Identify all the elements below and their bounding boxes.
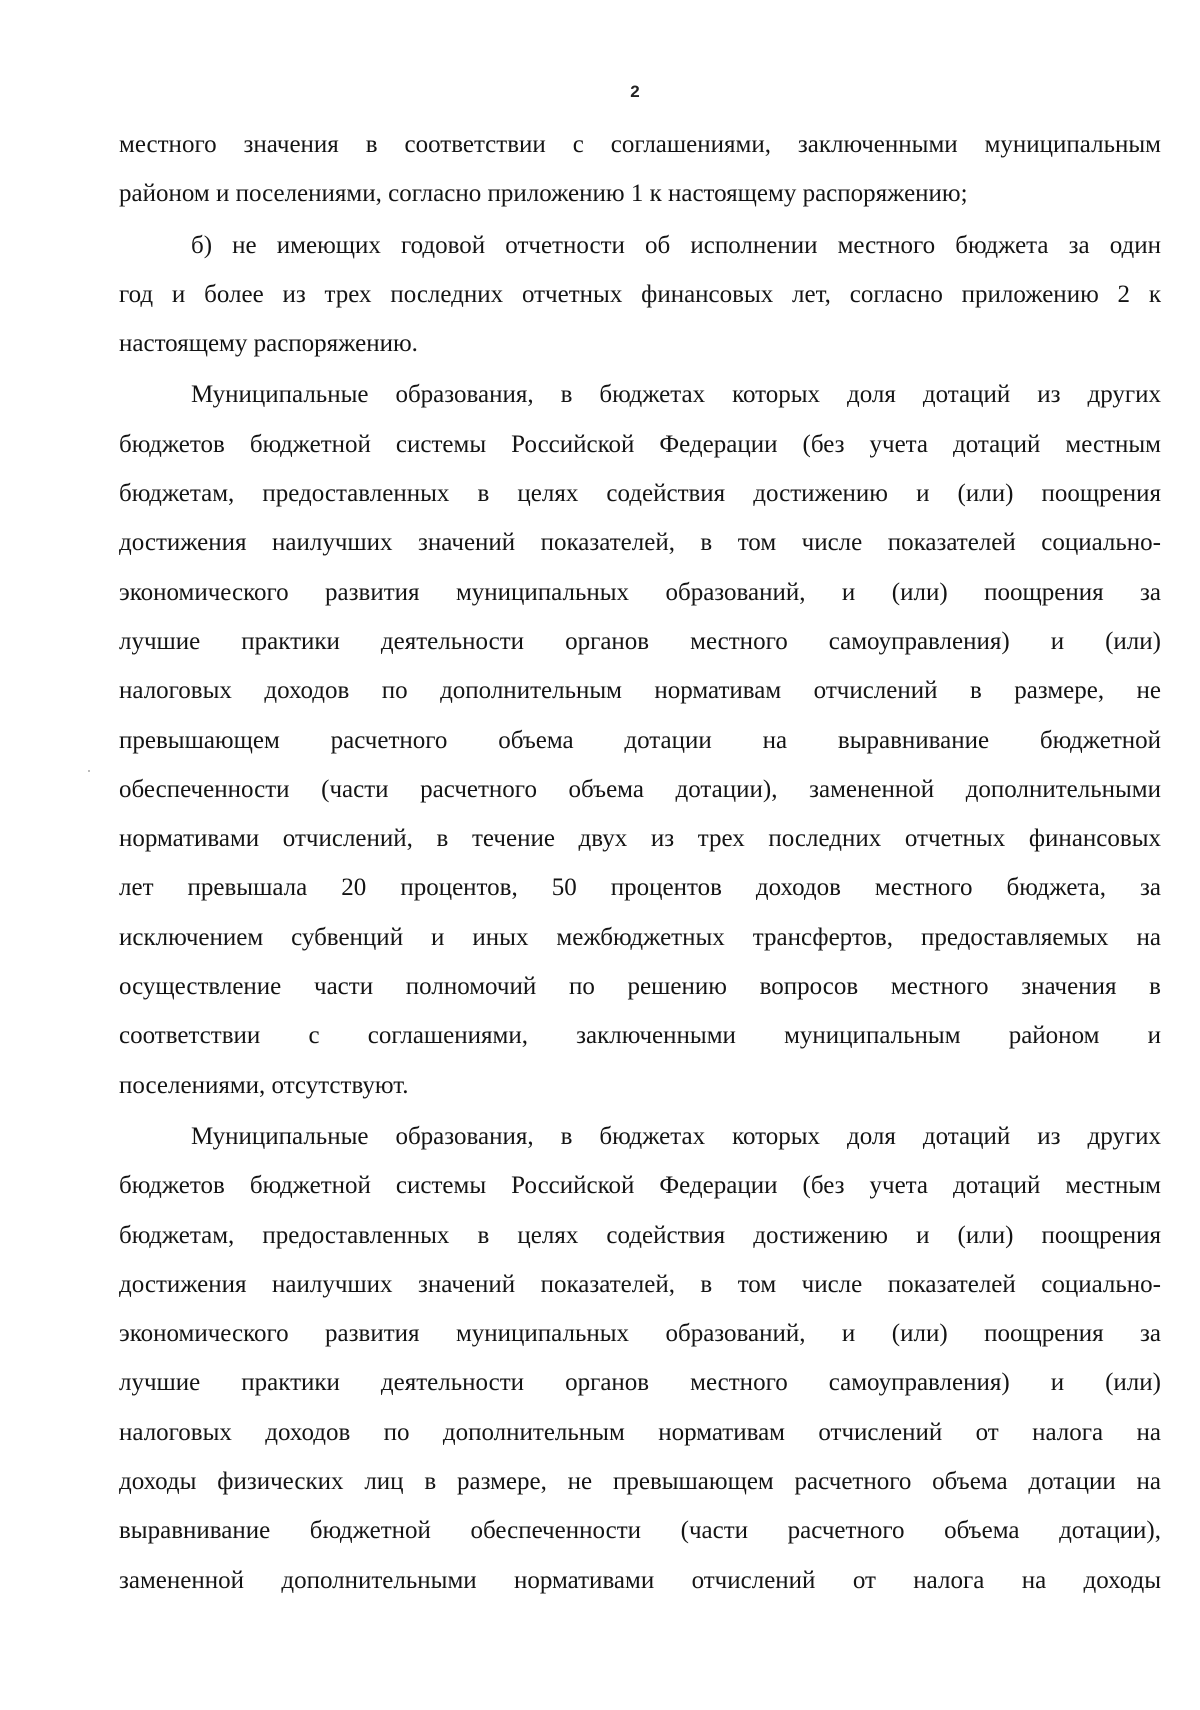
text-line: экономического развития муниципальных образований, и (или) поощрения за — [119, 1320, 1161, 1348]
text-line: выравнивание бюджетной обеспеченности (части расчетного объема дотации), — [119, 1517, 1161, 1545]
text-line: обеспеченности (части расчетного объема дотации), замененной дополнительными — [119, 775, 1161, 803]
text-line: превышающем расчетного объема дотации на выравнивание бюджетной — [119, 726, 1161, 754]
text-line: Муниципальные образования, в бюджетах которых доля дотаций из других — [191, 1122, 1161, 1150]
text-line: поселениями, отсутствуют. — [119, 1071, 409, 1099]
text-line: Муниципальные образования, в бюджетах которых доля дотаций из других — [191, 381, 1161, 409]
text-line: бюджетов бюджетной системы Российской Федерации (без учета дотаций местным — [119, 1172, 1161, 1200]
text-line: бюджетам, предоставленных в целях содействия достижению и (или) поощрения — [119, 480, 1161, 508]
text-line: нормативами отчислений, в течение двух из трех последних отчетных финансовых — [119, 825, 1161, 853]
text-line: лет превышала 20 процентов, 50 процентов доходов местного бюджета, за — [119, 874, 1161, 902]
text-line: б) не имеющих годовой отчетности об исполнении местного бюджета за один — [191, 231, 1161, 259]
paragraph-continuation — [119, 120, 1161, 219]
paragraph-municipal-1 — [119, 370, 1161, 1109]
text-line: лучшие практики деятельности органов местного самоуправления) и (или) — [119, 627, 1161, 655]
text-line: исключением субвенций и иных межбюджетных трансфертов, предоставляемых на — [119, 923, 1161, 951]
paragraph-municipal-2 — [119, 1112, 1161, 1605]
scan-speck — [88, 770, 90, 772]
text-line: год и более из трех последних отчетных финансовых лет, согласно приложению 2 к — [119, 280, 1161, 308]
text-line: осуществление части полномочий по решению вопросов местного значения в — [119, 973, 1161, 1001]
paragraph-item-b — [119, 221, 1161, 369]
text-line: настоящему распоряжению. — [119, 330, 418, 358]
document-body — [119, 120, 1161, 1605]
page-number: 2 — [630, 82, 640, 101]
text-line: достижения наилучших значений показателей, в том числе показателей социально- — [119, 529, 1161, 557]
text-line: замененной дополнительными нормативами отчислений от налога на доходы — [119, 1566, 1161, 1594]
text-line: местного значения в соответствии с соглашениями, заключенными муниципальным — [119, 131, 1161, 158]
text-line: достижения наилучших значений показателей, в том числе показателей социально- — [119, 1270, 1161, 1298]
text-line: экономического развития муниципальных образований, и (или) поощрения за — [119, 578, 1161, 606]
text-line: налоговых доходов по дополнительным нормативам отчислений в размере, не — [119, 677, 1161, 705]
text-line: бюджетам, предоставленных в целях содействия достижению и (или) поощрения — [119, 1221, 1161, 1249]
text-line: доходы физических лиц в размере, не превышающем расчетного объема дотации на — [119, 1468, 1161, 1496]
text-line: соответствии с соглашениями, заключенными муниципальным районом и — [119, 1022, 1161, 1050]
text-line: районом и поселениями, согласно приложению 1 к настоящему распоряжению; — [119, 180, 968, 208]
text-line: налоговых доходов по дополнительным нормативам отчислений от налога на — [119, 1418, 1161, 1446]
text-line: лучшие практики деятельности органов местного самоуправления) и (или) — [119, 1369, 1161, 1397]
text-line: бюджетов бюджетной системы Российской Федерации (без учета дотаций местным — [119, 430, 1161, 458]
